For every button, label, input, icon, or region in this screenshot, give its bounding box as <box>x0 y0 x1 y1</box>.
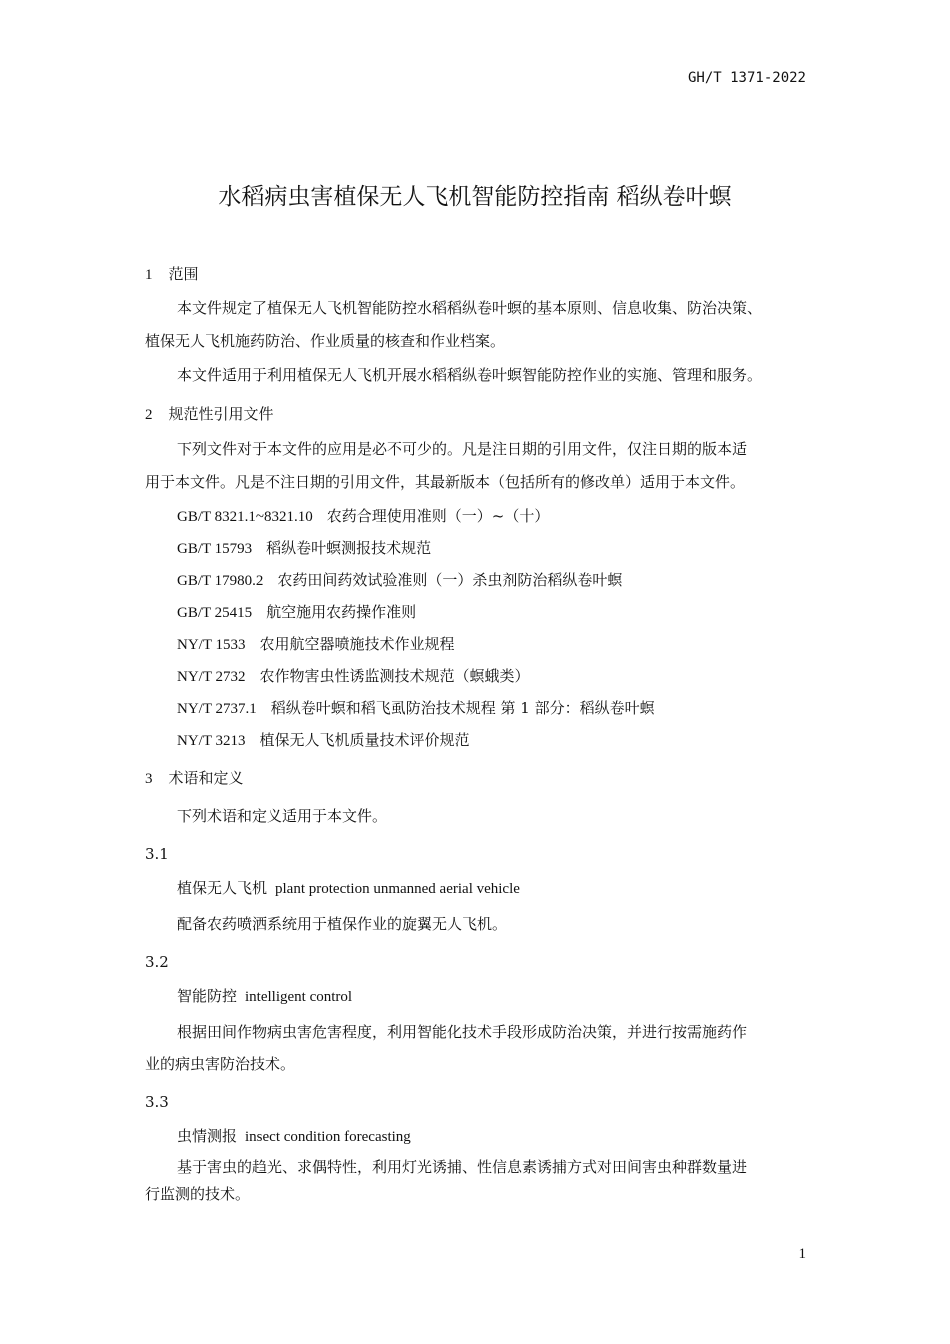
term-definition-line: 配备农药喷洒系统用于植保作业的旋翼无人飞机。 <box>177 915 508 933</box>
reference-title: 农作物害虫性诱监测技术规范（螟蛾类） <box>259 667 530 685</box>
scope-paragraph: 本文件适用于利用植保无人飞机开展水稻稻纵卷叶螟智能防控作业的实施、管理和服务。 <box>177 366 763 384</box>
reference-item <box>177 633 455 654</box>
normative-intro-line: 下列文件对于本文件的应用是必不可少的。凡是注日期的引用文件，仅注日期的版本适 <box>177 440 748 458</box>
term-heading <box>177 877 520 898</box>
term-english: plant protection unmanned aerial vehicle <box>275 881 520 897</box>
document-code: GH/T 1371-2022 <box>687 70 806 86</box>
reference-code: GB/T 17980.2 <box>177 573 264 589</box>
term-definition-line: 行监测的技术。 <box>145 1185 251 1203</box>
normative-intro-line: 用于本文件。凡是不注日期的引用文件，其最新版本（包括所有的修改单）适用于本文件。 <box>145 473 746 491</box>
reference-title: 航空施用农药操作准则 <box>266 603 417 621</box>
reference-title: 农用航空器喷施技术作业规程 <box>259 635 455 653</box>
reference-item <box>177 537 431 558</box>
term-chinese: 智能防控 <box>177 987 238 1005</box>
reference-title: 稻纵卷叶螟和稻飞虱防治技术规程 第 1 部分：稻纵卷叶螟 <box>270 699 655 717</box>
reference-code: GB/T 15793 <box>177 541 253 557</box>
reference-item <box>177 729 470 750</box>
term-heading <box>177 985 352 1006</box>
reference-code: NY/T 1533 <box>177 637 246 653</box>
term-heading <box>177 1125 411 1146</box>
section-number: 1 <box>145 267 153 283</box>
term-definition-line: 基于害虫的趋光、求偶特性，利用灯光诱捕、性信息素诱捕方式对田间害虫种群数量进 <box>177 1158 748 1176</box>
term-chinese: 虫情测报 <box>177 1127 238 1145</box>
section-heading-scope <box>145 263 199 284</box>
term-english: insect condition forecasting <box>245 1129 411 1145</box>
section-label: 规范性引用文件 <box>168 405 274 423</box>
section-number: 3 <box>145 771 153 787</box>
reference-code: GB/T 8321.1~8321.10 <box>177 509 313 525</box>
reference-item <box>177 569 622 590</box>
section-heading-normative-references <box>145 403 274 424</box>
section-heading-terms-definitions <box>145 767 244 788</box>
term-definition-line: 根据田间作物病虫害危害程度，利用智能化技术手段形成防治决策，并进行按需施药作 <box>177 1023 748 1041</box>
reference-code: NY/T 2732 <box>177 669 246 685</box>
terms-intro: 下列术语和定义适用于本文件。 <box>177 807 388 825</box>
reference-title: 农药田间药效试验准则（一）杀虫剂防治稻纵卷叶螟 <box>277 571 623 589</box>
reference-item <box>177 505 549 526</box>
term-number: 3.2 <box>145 953 169 971</box>
section-label: 术语和定义 <box>168 769 244 787</box>
term-number: 3.1 <box>145 845 169 863</box>
section-number: 2 <box>145 407 153 423</box>
reference-item <box>177 601 416 622</box>
reference-title: 农药合理使用准则（一）~（十） <box>326 507 550 525</box>
page-number: 1 <box>798 1246 806 1262</box>
term-chinese: 植保无人飞机 <box>177 879 268 897</box>
reference-code: GB/T 25415 <box>177 605 253 621</box>
reference-code: NY/T 3213 <box>177 733 246 749</box>
reference-code: NY/T 2737.1 <box>177 701 257 717</box>
reference-item <box>177 697 655 718</box>
scope-paragraph-line: 植保无人飞机施药防治、作业质量的核查和作业档案。 <box>145 332 506 350</box>
section-label: 范围 <box>168 265 199 283</box>
term-definition-line: 业的病虫害防治技术。 <box>145 1055 296 1073</box>
term-number: 3.3 <box>145 1093 169 1111</box>
reference-title: 稻纵卷叶螟测报技术规范 <box>266 539 432 557</box>
scope-paragraph-line: 本文件规定了植保无人飞机智能防控水稻稻纵卷叶螟的基本原则、信息收集、防治决策、 <box>177 299 763 317</box>
reference-item <box>177 665 530 686</box>
term-english: intelligent control <box>245 989 353 1005</box>
reference-title: 植保无人飞机质量技术评价规范 <box>259 731 470 749</box>
document-title: 水稻病虫害植保无人飞机智能防控指南 稻纵卷叶螟 <box>218 184 732 210</box>
